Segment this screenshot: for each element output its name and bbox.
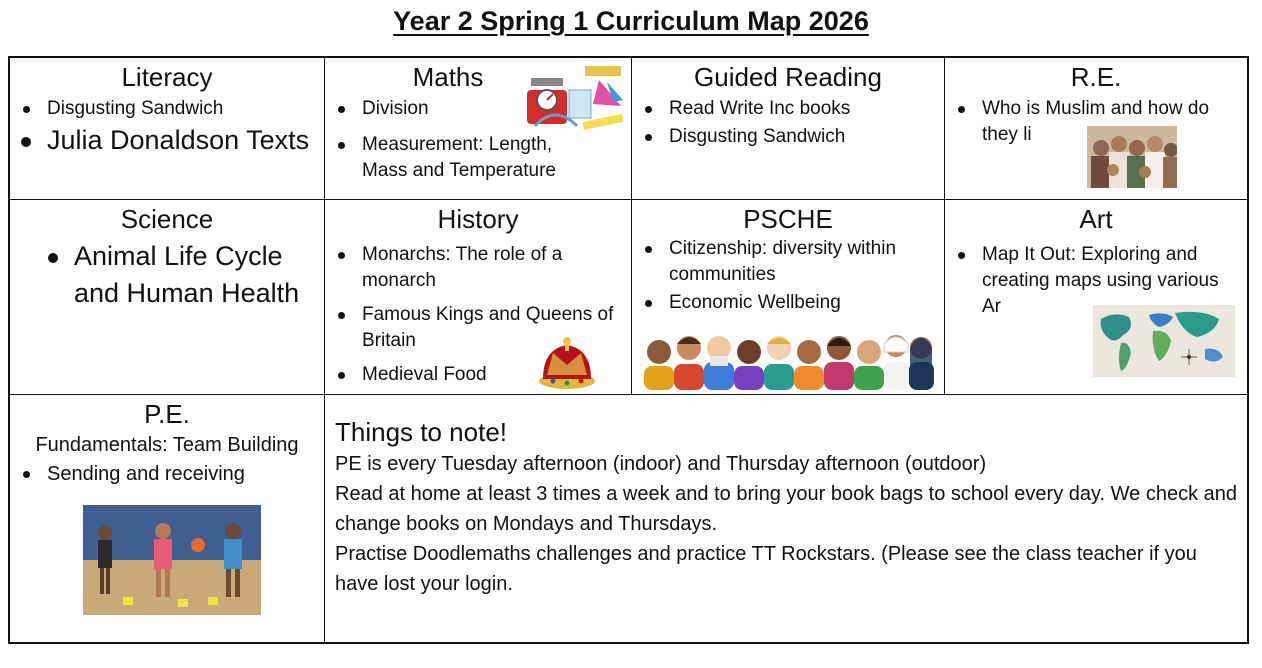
history-item-1: Monarchs: The role of a monarch (362, 242, 625, 294)
cell-art (945, 200, 1247, 395)
pe-subheading: Fundamentals: Team Building (35, 434, 299, 456)
measuring-tools-icon (525, 60, 625, 130)
science-heading: Science (120, 204, 214, 234)
page-title: Year 2 Spring 1 Curriculum Map 2026 (393, 6, 869, 36)
cell-guided-reading (632, 58, 945, 200)
cell-re (945, 58, 1247, 200)
curriculum-table (8, 56, 1249, 644)
pe-item-1: Sending and receiving (47, 461, 318, 487)
maths-item-2: Measurement: Length, Mass and Temperature (362, 132, 625, 184)
guided-reading-item-1: Read Write Inc books (669, 96, 938, 122)
art-heading: Art (1079, 204, 1113, 234)
maths-heading: Maths (412, 62, 484, 92)
cell-science (10, 200, 325, 395)
cell-literacy (10, 58, 325, 200)
maths-item-1: Division (362, 96, 625, 122)
history-heading: History (437, 204, 519, 234)
re-item-1: Who is Muslim and how do they li (982, 96, 1217, 148)
notes-line-3: Practise Doodlemaths challenges and practice TT Rockstars. (Please see the class teacher if you have lost your login. (335, 543, 1197, 595)
history-item-2: Famous Kings and Queens of Britain (362, 302, 625, 354)
notes-line-2: Read at home at least 3 times a week and to bring your book bags to school every day. We check and change books on Mondays and Thursdays. (335, 483, 1237, 535)
pe-heading: P.E. (144, 399, 190, 429)
art-item-1: Map It Out: Exploring and creating maps using various Ar (982, 242, 1237, 320)
notes-heading: Things to note! (335, 417, 507, 447)
literacy-item-2: Julia Donaldson Texts (47, 122, 318, 159)
science-item-1: Animal Life Cycle and Human Health (74, 238, 318, 312)
psche-item-2: Economic Wellbeing (669, 290, 938, 316)
cell-maths (325, 58, 632, 200)
diverse-people-illustration (644, 322, 934, 390)
cell-history (325, 200, 632, 395)
world-map-image (1093, 305, 1235, 377)
literacy-heading: Literacy (121, 62, 213, 92)
crown-icon (537, 335, 597, 391)
psche-heading: PSCHE (743, 204, 833, 234)
cell-psche (632, 200, 945, 395)
cell-notes (325, 395, 1247, 642)
cell-pe (10, 395, 325, 642)
psche-item-1: Citizenship: diversity within communities (669, 236, 938, 288)
muslim-family-photo (1087, 126, 1177, 188)
re-heading: R.E. (1070, 62, 1122, 92)
children-playing-photo (83, 505, 261, 615)
notes-line-1: PE is every Tuesday afternoon (indoor) and Thursday afternoon (outdoor) (335, 453, 987, 475)
literacy-item-1: Disgusting Sandwich (47, 96, 318, 122)
guided-reading-heading: Guided Reading (694, 62, 882, 92)
guided-reading-item-2: Disgusting Sandwich (669, 124, 938, 150)
history-item-3: Medieval Food (362, 362, 625, 388)
